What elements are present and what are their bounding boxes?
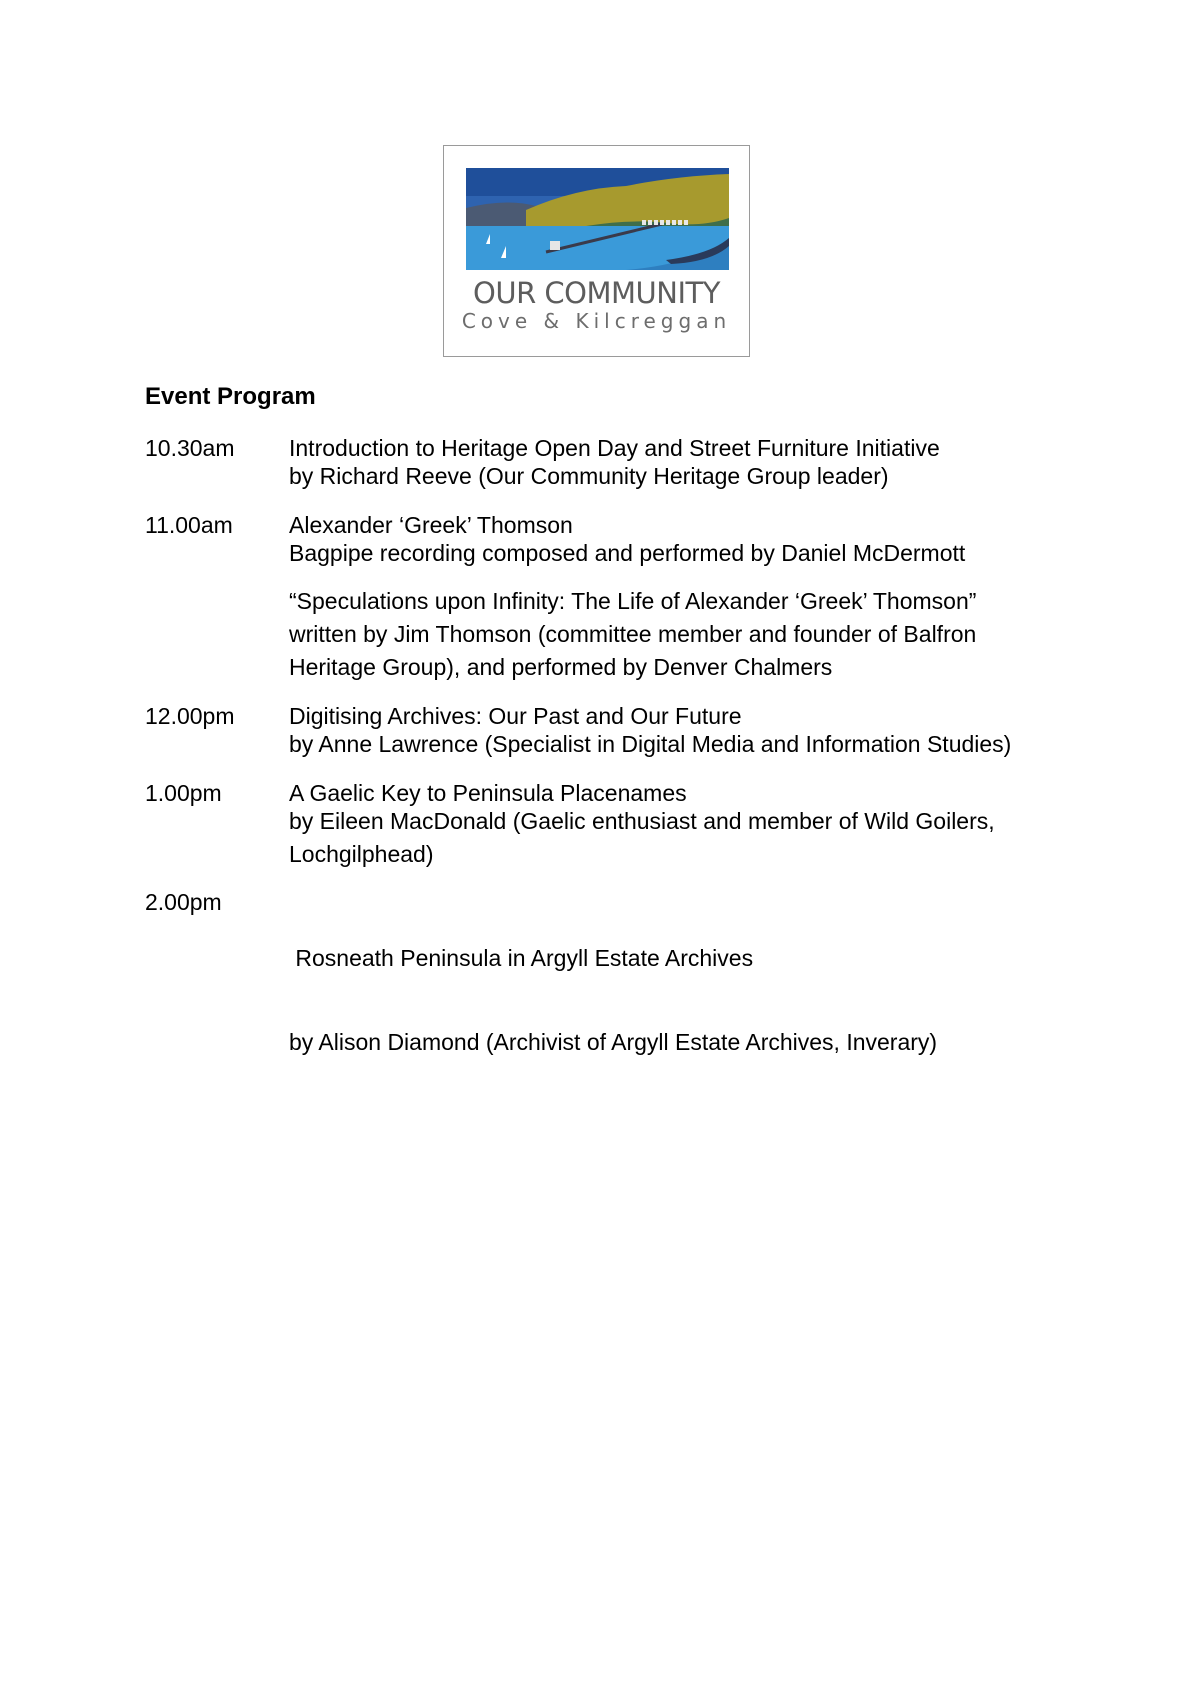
event-description <box>289 779 995 868</box>
event-title: “Speculations upon Infinity: The Life of Alexander ‘Greek’ Thomson” <box>289 588 977 614</box>
event-time: 11.00am <box>145 512 233 538</box>
event-time: 12.00pm <box>145 703 235 729</box>
logo <box>443 145 750 357</box>
event-speaker: Heritage Group), and performed by Denver Chalmers <box>289 654 833 680</box>
program-heading: Event Program <box>145 383 316 410</box>
event-title: Alexander ‘Greek’ Thomson <box>289 512 573 538</box>
event-speaker: Lochgilphead) <box>289 841 434 867</box>
coastal-landscape-illustration <box>466 168 729 270</box>
event-title: A Gaelic Key to Peninsula Placenames <box>289 780 687 806</box>
event-speaker: by Anne Lawrence (Specialist in Digital Media and Information Studies) <box>289 731 1012 757</box>
event-speaker: Bagpipe recording composed and performed by Daniel McDermott <box>289 540 966 566</box>
event-speaker: written by Jim Thomson (committee member and founder of Balfron <box>289 621 977 647</box>
event-time: 1.00pm <box>145 780 222 806</box>
event-title: Rosneath Peninsula in Argyll Estate Archives <box>289 945 754 971</box>
event-speaker: by Alison Diamond (Archivist of Argyll Estate Archives, Inverary) <box>289 1029 938 1055</box>
event-time: 10.30am <box>145 435 235 461</box>
event-title: Introduction to Heritage Open Day and Street Furniture Initiative <box>289 435 940 461</box>
event-description <box>289 888 937 1084</box>
logo-subtitle: Cove & Kilcreggan <box>461 309 732 333</box>
event-description <box>289 702 1011 758</box>
event-description <box>289 511 965 567</box>
event-speaker: by Eileen MacDonald (Gaelic enthusiast and member of Wild Goilers, <box>289 808 995 834</box>
logo-title: OUR COMMUNITY <box>473 276 720 310</box>
event-speaker: by Richard Reeve (Our Community Heritage Group leader) <box>289 463 889 489</box>
event-time: 2.00pm <box>145 889 222 915</box>
event-title: Digitising Archives: Our Past and Our Future <box>289 703 742 729</box>
event-description <box>289 434 940 490</box>
event-description-extra <box>289 585 976 684</box>
